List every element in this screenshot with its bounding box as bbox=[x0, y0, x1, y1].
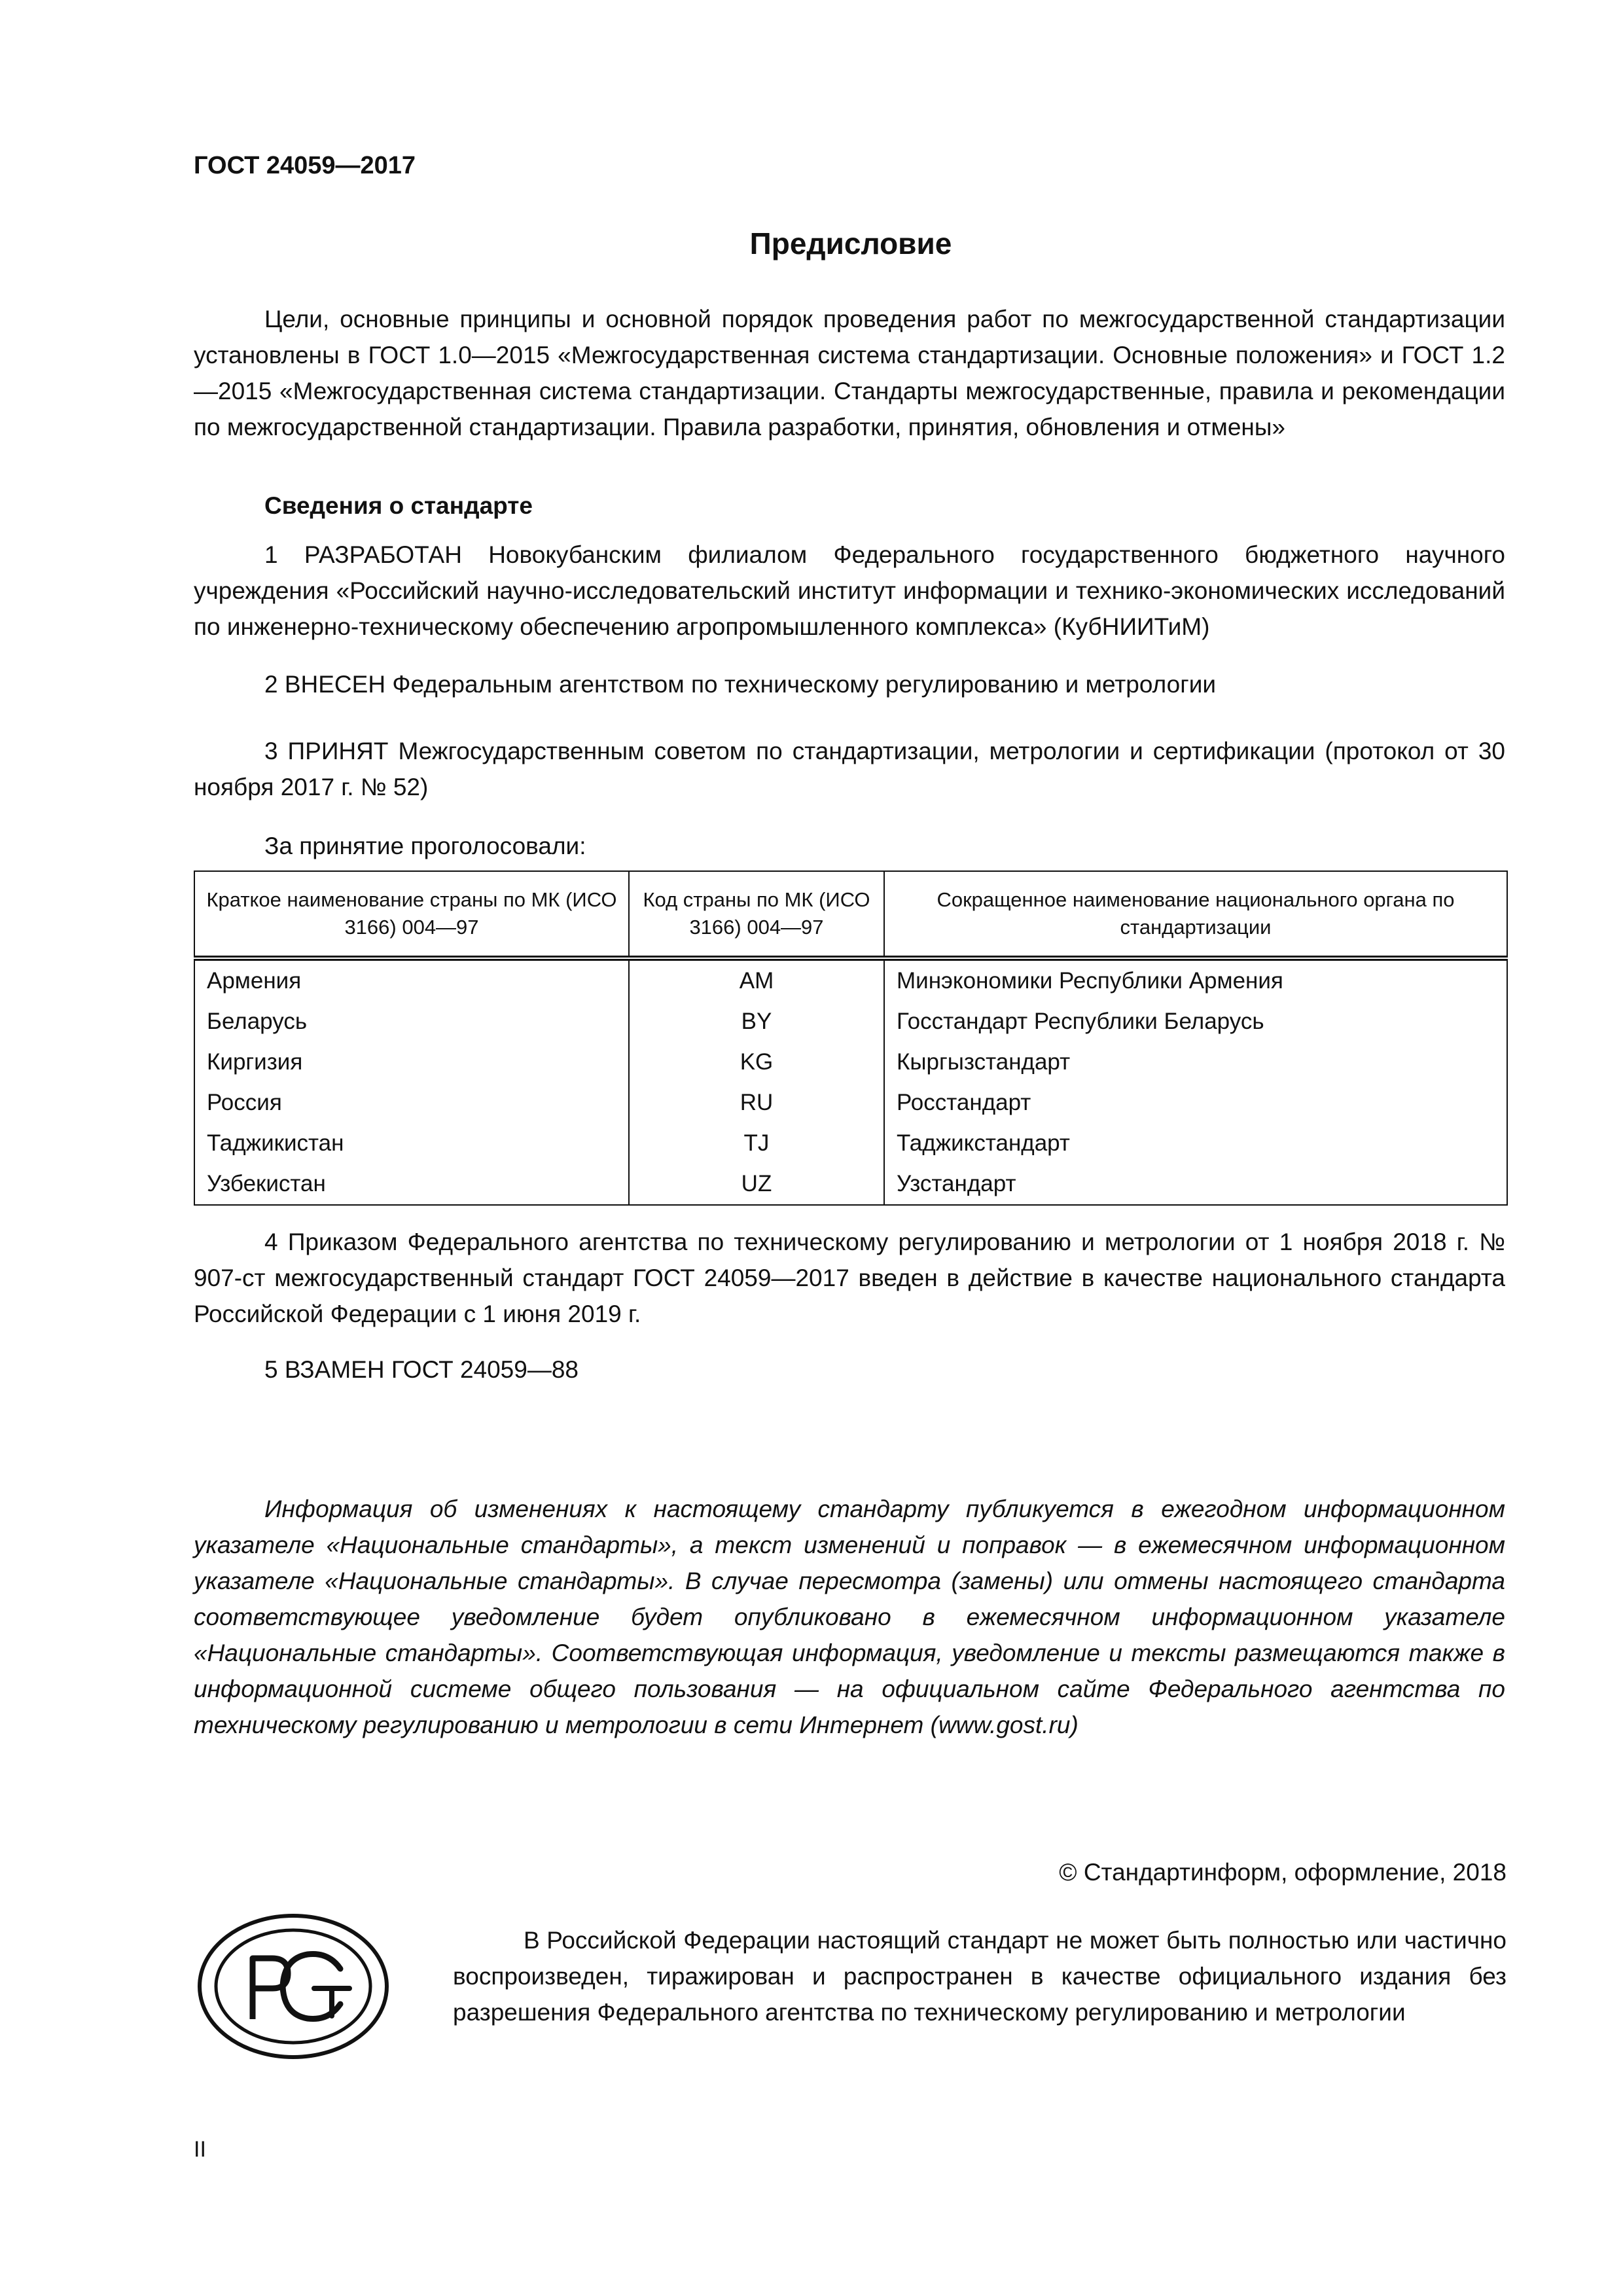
item-replaces: 5 ВЗАМЕН ГОСТ 24059—88 bbox=[264, 1356, 579, 1383]
table-header-row bbox=[194, 871, 1507, 958]
country-cell: Таджикистан bbox=[194, 1123, 629, 1164]
country-cell: Россия bbox=[194, 1083, 629, 1123]
page-number: II bbox=[194, 2137, 206, 2162]
item-developed: 1 РАЗРАБОТАН Новокубанским филиалом Федерального государственного бюджетного научного учреждения «Российский научно-исследовательский институт информации и технико-экономических исследований по инженерно-техническому обеспечению агропромышленного комплекса» (КубНИИТиМ) bbox=[194, 541, 1505, 640]
item-enacted: 4 Приказом Федерального агентства по техническому регулированию и метрологии от 1 ноября 2018 г. № 907-ст межгосударственный стандарт ГОСТ 24059—2017 введен в действие в качестве национального стандарта Российской Федерации с 1 июня 2019 г. bbox=[194, 1229, 1505, 1327]
table-row bbox=[194, 1042, 1507, 1083]
code-cell: UZ bbox=[629, 1164, 884, 1205]
header-code: Код страны по МК (ИСО 3166) 004—97 bbox=[629, 871, 884, 958]
body-cell: Таджикстандарт bbox=[884, 1123, 1507, 1164]
table-row bbox=[194, 1083, 1507, 1123]
rights-notice: В Российской Федерации настоящий стандарт не может быть полностью или частично воспроизведен, тиражирован и распространен в качестве официального издания без разрешения Федерального агентства по техническому регулированию и метрологии bbox=[453, 1927, 1507, 2026]
body-cell: Росстандарт bbox=[884, 1083, 1507, 1123]
item-submitted: 2 ВНЕСЕН Федеральным агентством по техническому регулированию и метрологии bbox=[264, 671, 1217, 698]
page-title: Предисловие bbox=[749, 226, 952, 260]
voting-table bbox=[194, 870, 1508, 1206]
code-cell: BY bbox=[629, 1001, 884, 1042]
header-country: Краткое наименование страны по МК (ИСО 3166) 004—97 bbox=[194, 871, 629, 958]
item-adopted: 3 ПРИНЯТ Межгосударственным советом по стандартизации, метрологии и сертификации (протокол от 30 ноября 2017 г. № 52) bbox=[194, 738, 1505, 800]
body-cell: Узстандарт bbox=[884, 1164, 1507, 1205]
info-heading: Сведения о стандарте bbox=[264, 492, 533, 519]
rst-logo-icon bbox=[195, 1911, 391, 2062]
code-cell: TJ bbox=[629, 1123, 884, 1164]
header-body: Сокращенное наименование национального органа по стандартизации bbox=[884, 871, 1507, 958]
copyright-notice: © Стандартинформ, оформление, 2018 bbox=[1059, 1859, 1507, 1886]
body-cell: Госстандарт Республики Беларусь bbox=[884, 1001, 1507, 1042]
country-cell: Узбекистан bbox=[194, 1164, 629, 1205]
code-cell: KG bbox=[629, 1042, 884, 1083]
table-row bbox=[194, 1164, 1507, 1205]
intro-paragraph: Цели, основные принципы и основной порядок проведения работ по межгосударственной стандартизации установлены в ГОСТ 1.0—2015 «Межгосударственная система стандартизации. Основные положения» и ГОСТ 1.2—2015 «Межгосударственная система стандартизации. Стандарты межгосударственные, правила и рекомендации по межгосударственной стандартизации. Правила разработки, принятия, обновления и отмены» bbox=[194, 306, 1505, 440]
country-cell: Армения bbox=[194, 958, 629, 1001]
body-cell: Кыргызстандарт bbox=[884, 1042, 1507, 1083]
code-cell: AM bbox=[629, 958, 884, 1001]
vote-label: За принятие проголосовали: bbox=[264, 833, 586, 859]
changes-info: Информация об изменениях к настоящему стандарту публикуется в ежегодном информационном указателе «Национальные стандарты», а текст изменений и поправок — в ежемесячном информационном указателе «Национальные стандарты». В случае пересмотра (замены) или отмены настоящего стандарта соответствующее уведомление будет опубликовано в ежемесячном информационном указателе «Национальные стандарты». Соответствующая информация, уведомление и тексты размещаются также в информационной системе общего пользования — на официальном сайте Федерального агентства по техническому регулированию и метрологии в сети Интернет (www.gost.ru) bbox=[194, 1496, 1505, 1738]
document-code: ГОСТ 24059—2017 bbox=[194, 152, 416, 179]
country-cell: Киргизия bbox=[194, 1042, 629, 1083]
table-row bbox=[194, 1123, 1507, 1164]
body-cell: Минэкономики Республики Армения bbox=[884, 958, 1507, 1001]
code-cell: RU bbox=[629, 1083, 884, 1123]
country-cell: Беларусь bbox=[194, 1001, 629, 1042]
table-row bbox=[194, 1001, 1507, 1042]
table-row bbox=[194, 958, 1507, 1001]
